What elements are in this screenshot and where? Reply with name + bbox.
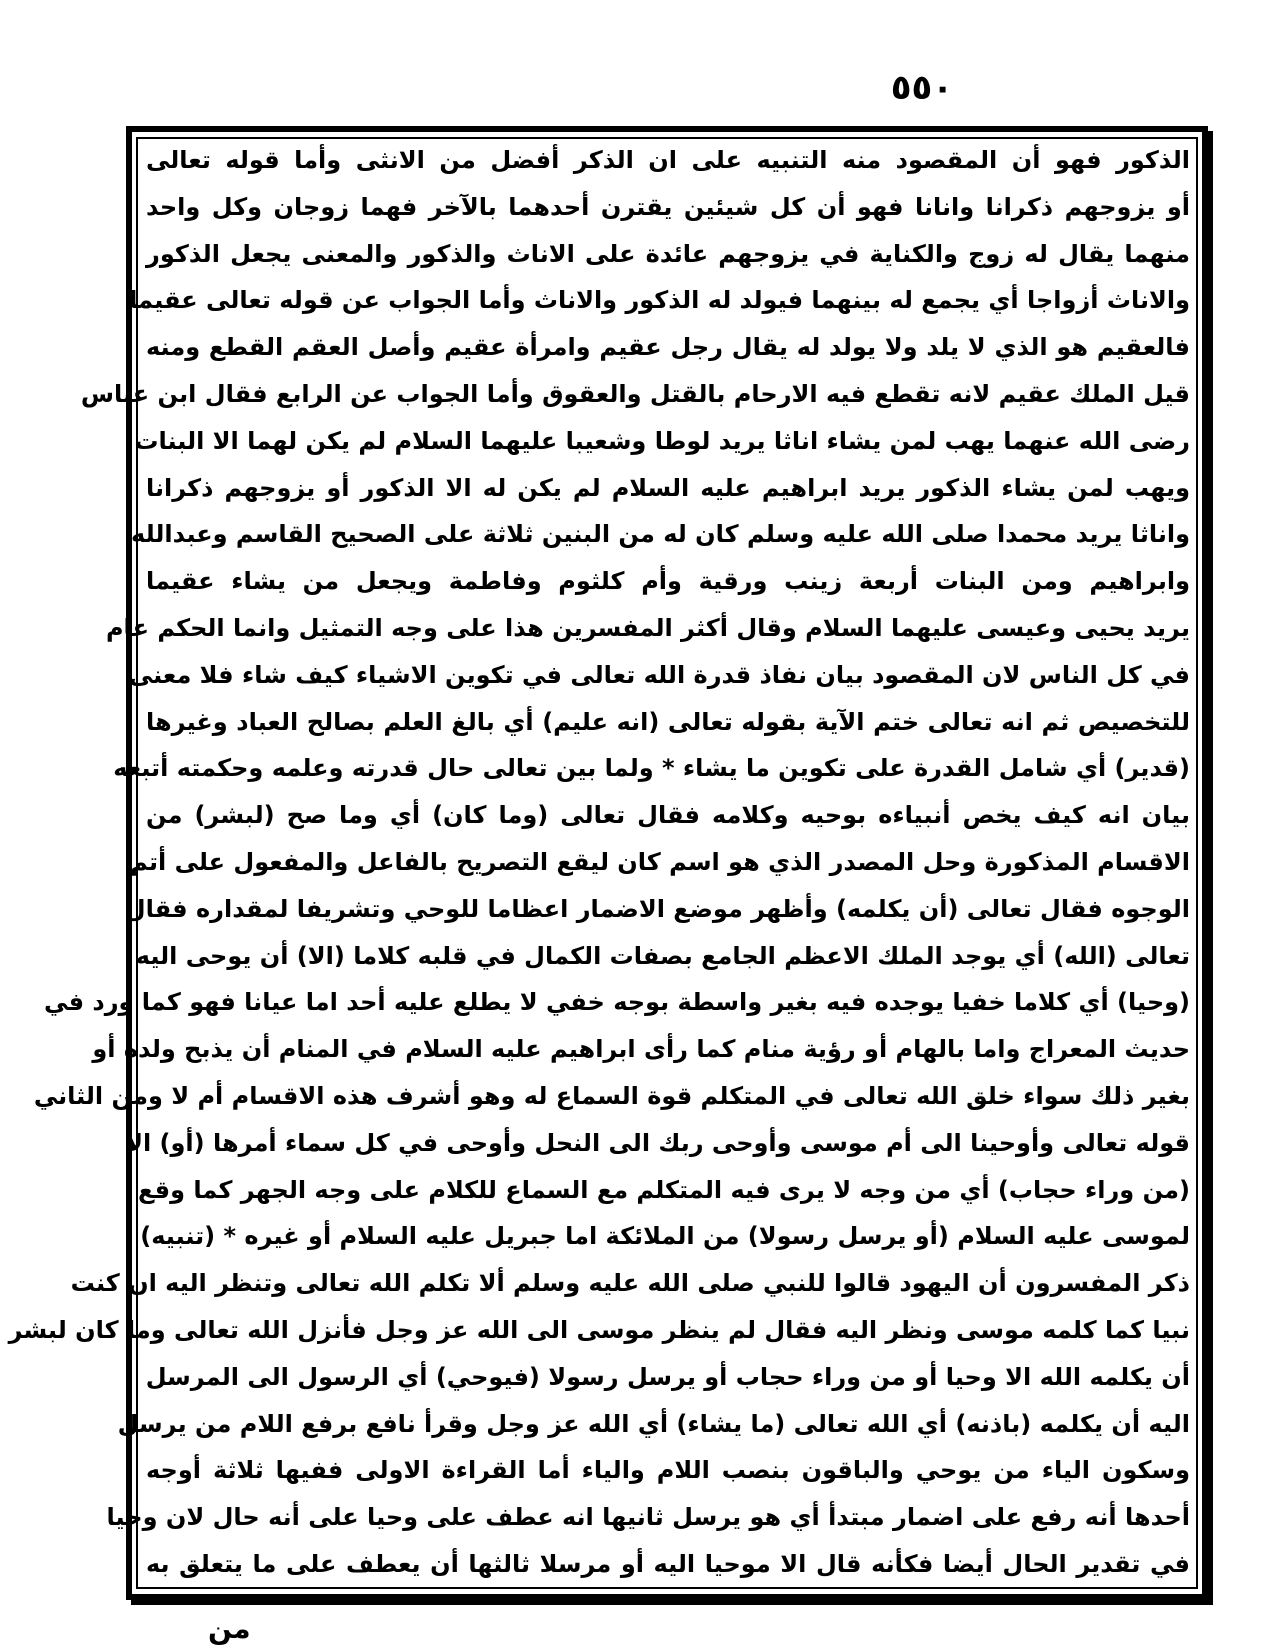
- main-text-block: [8, 142, 1190, 1582]
- text-line-18: تعالى (الله) أي يوجد الملك الاعظم الجامع بصفات الكمال في قلبه كلاما (الا) أن يوحى اليه: [135, 942, 1190, 970]
- text-line-31: في تقدير الحال أيضا فكأنه قال الا موحيا اليه أو مرسلا ثالثها أن يعطف على ما يتعلق به: [146, 1550, 1190, 1578]
- catchword: من: [208, 1612, 251, 1645]
- text-line-28: اليه أن يكلمه (باذنه) أي الله تعالى (ما يشاء) أي الله عز وجل وقرأ نافع برفع اللام من يرسل: [117, 1410, 1190, 1438]
- text-line-12: في كل الناس لان المقصود بيان نفاذ قدرة الله تعالى في تكوين الاشياء كيف شاء فلا معنى: [128, 661, 1190, 689]
- text-line-29: وسكون الياء من يوحي والباقون بنصب اللام والياء أما القراءة الاولى ففيها ثلاثة أوجه: [146, 1456, 1190, 1484]
- text-line-15: بيان انه كيف يخص أنبياءه بوحيه وكلامه فقال تعالى (وما كان) أي وما صح (لبشر) من: [146, 801, 1190, 829]
- text-line-1: الذكور فهو أن المقصود منه التنبيه على ان الذكر أفضل من الانثى وأما قوله تعالى: [146, 146, 1190, 174]
- text-line-21: بغير ذلك سواء خلق الله تعالى في المتكلم قوة السماع له وهو أشرف هذه الاقسام أم لا ومن الثاني: [33, 1082, 1190, 1110]
- text-line-7: رضى الله عنهما يهب لمن يشاء اناثا يريد لوطا وشعيبا عليهما السلام لم يكن لهما الا البنات: [134, 427, 1190, 455]
- text-line-10: وابراهيم ومن البنات أربعة زينب ورقية وأم كلثوم وفاطمة ويجعل من يشاء عقيما: [146, 567, 1190, 595]
- text-line-23: (من وراء حجاب) أي من وجه لا يرى فيه المتكلم مع السماع للكلام على وجه الجهر كما وقع: [137, 1176, 1190, 1204]
- text-line-4: والاناث أزواجا أي يجمع له بينهما فيولد له الذكور والاناث وأما الجواب عن قوله تعالى عقيما: [129, 286, 1190, 314]
- text-line-8: ويهب لمن يشاء الذكور يريد ابراهيم عليه السلام لم يكن له الا الذكور أو يزوجهم ذكرانا: [146, 474, 1190, 502]
- text-line-16: الاقسام المذكورة وحل المصدر الذي هو اسم كان ليقع التصريح بالفاعل والمفعول على أتم: [130, 848, 1190, 876]
- text-line-2: أو يزوجهم ذكرانا وانانا فهو أن كل شيئين يقترن أحدهما بالآخر فهما زوجان وكل واحد: [146, 193, 1190, 221]
- text-line-9: واناثا يريد محمدا صلى الله عليه وسلم كان له من البنين ثلاثة على الصحيح القاسم وعبدالله: [131, 520, 1190, 548]
- text-line-13: للتخصيص ثم انه تعالى ختم الآية بقوله تعالى (انه عليم) أي بالغ العلم بصالح العباد وغيرها: [146, 708, 1190, 736]
- text-line-27: أن يكلمه الله الا وحيا أو من وراء حجاب أو يرسل رسولا (فيوحي) أي الرسول الى المرسل: [145, 1363, 1190, 1391]
- text-line-17: الوجوه فقال تعالى (أن يكلمه) وأظهر موضع الاضمار اعظاما للوحي وتشريفا لمقداره فقال: [124, 895, 1190, 923]
- text-line-24: لموسى عليه السلام (أو يرسل رسولا) من الملائكة اما جبريل عليه السلام أو غيره * (تنبيه): [140, 1222, 1190, 1250]
- text-line-3: منهما يقال له زوج والكناية في يزوجهم عائدة على الاناث والذكور والمعنى يجعل الذكور: [146, 240, 1190, 268]
- text-line-25: ذكر المفسرون أن اليهود قالوا للنبي صلى الله عليه وسلم ألا تكلم الله تعالى وتنظر اليه ان كنت: [70, 1269, 1190, 1297]
- text-line-30: أحدها أنه رفع على اضمار مبتدأ أي هو يرسل ثانيها انه عطف على وحيا على أنه حال لان وحيا: [106, 1503, 1190, 1531]
- text-line-20: حديث المعراج واما بالهام أو رؤية منام كما رأى ابراهيم عليه السلام في المنام أن يذبح ولده أو: [92, 1035, 1190, 1063]
- text-line-19: (وحيا) أي كلاما خفيا يوجده فيه بغير واسطة بوجه خفي لا يطلع عليه أحد اما عيانا فهو كما ورد في: [44, 988, 1190, 1016]
- text-line-26: نبيا كما كلمه موسى ونظر اليه فقال لم ينظر موسى الى الله عز وجل فأنزل الله تعالى وما كان لبشر: [8, 1316, 1190, 1344]
- page-number: ٥٥٠: [890, 68, 953, 108]
- text-line-5: فالعقيم هو الذي لا يلد ولا يولد له يقال رجل عقيم وامرأة عقيم وأصل العقم القطع ومنه: [146, 333, 1190, 361]
- text-line-14: (قدير) أي شامل القدرة على تكوين ما يشاء * ولما بين تعالى حال قدرته وعلمه وحكمته أتبعه: [113, 754, 1190, 782]
- text-line-22: قوله تعالى وأوحينا الى أم موسى وأوحى ربك الى النحل وأوحى في كل سماء أمرها (أو) الا: [125, 1129, 1190, 1157]
- text-line-11: يريد يحيى وعيسى عليهما السلام وقال أكثر المفسرين هذا على وجه التمثيل وانما الحكم عام: [105, 614, 1190, 642]
- text-line-6: قيل الملك عقيم لانه تقطع فيه الارحام بالقتل والعقوق وأما الجواب عن الرابع فقال ابن عباس: [80, 380, 1190, 408]
